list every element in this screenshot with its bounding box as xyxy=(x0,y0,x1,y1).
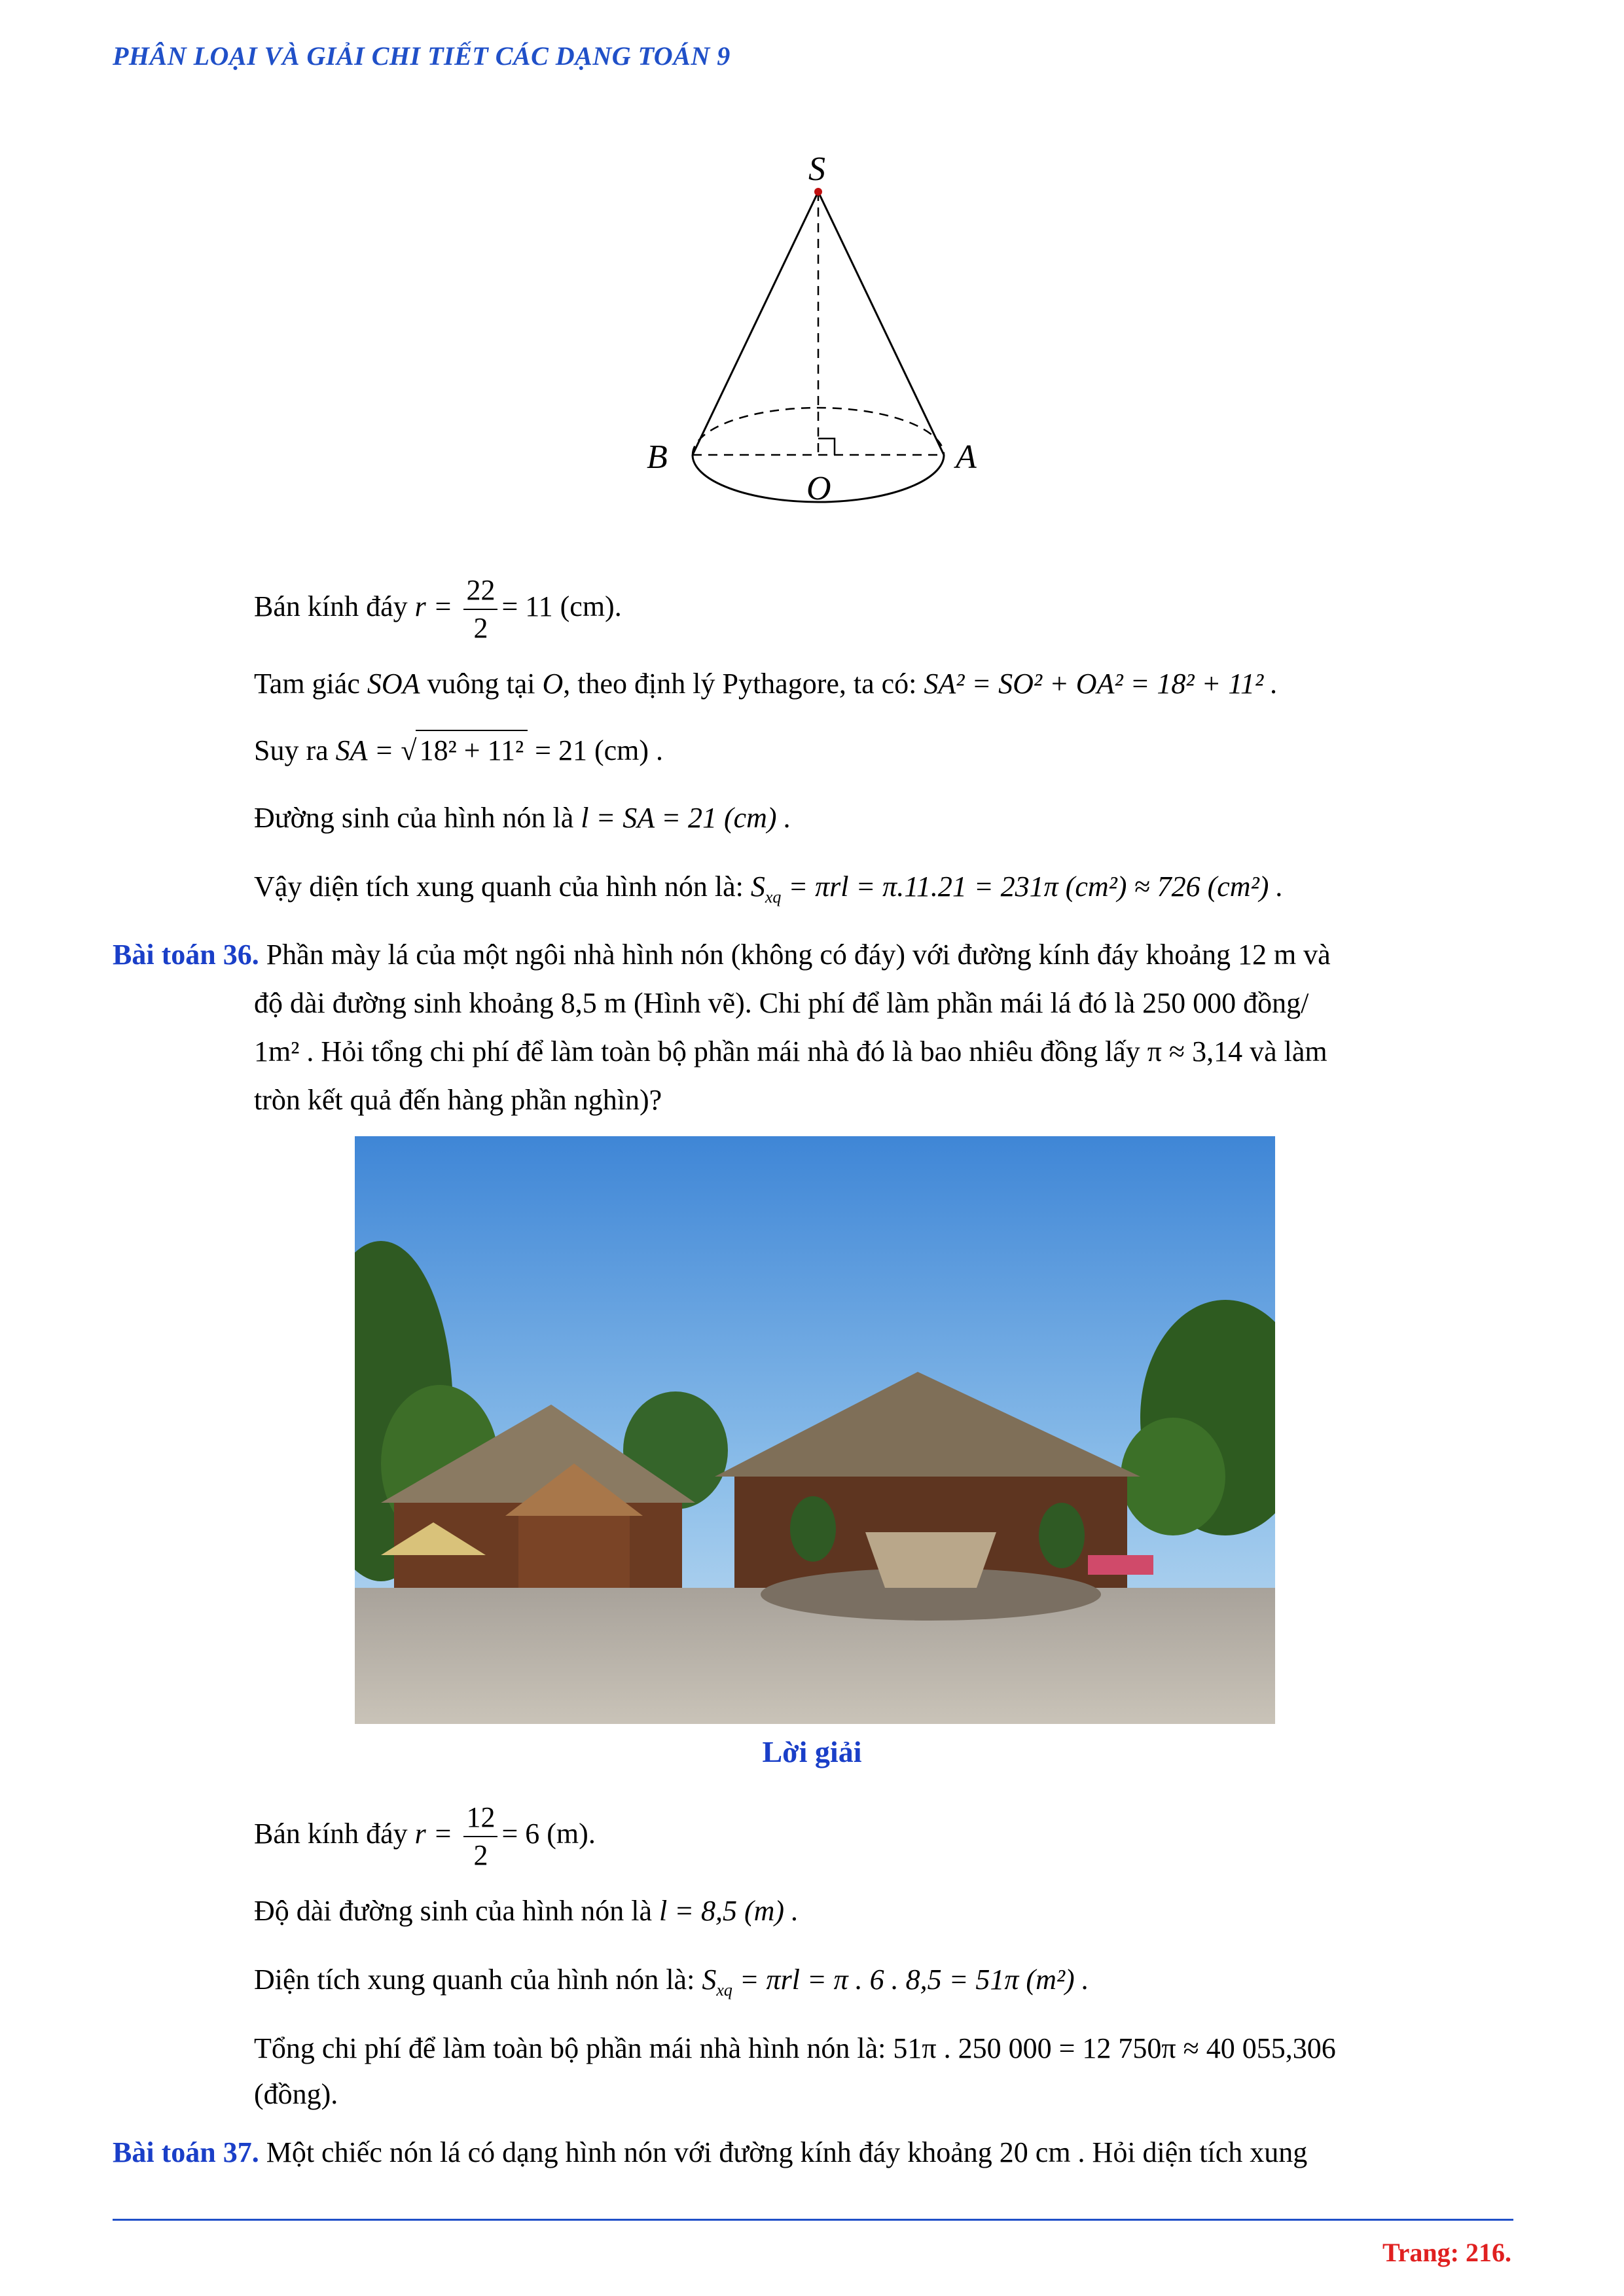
footer-divider xyxy=(113,2219,1513,2221)
sol35-line-4: Đường sinh của hình nón là l = SA = 21 (cm) . xyxy=(254,802,791,834)
label-a: A xyxy=(956,439,977,476)
sol35-line-3: Suy ra SA = √18² + 11² = 21 (cm) . xyxy=(254,730,663,770)
sol35-line-5: Vậy diện tích xung quanh của hình nón là: $S_{xq} = \pi rl = \pi.11.21 = 231\pi$ (cm²) ≈ 726 (cm²) . xyxy=(254,870,1284,906)
sol35-line-1: Bán kính đáy r = $\frac{22}{2}$ = 11 (cm). xyxy=(254,574,622,644)
solution-title: Lời giải xyxy=(762,1735,862,1768)
problem-37-label: Bài toán 37. xyxy=(113,2136,259,2168)
sol35-line-2: Tam giác SOA vuông tại O, theo định lý Pythagore, ta có: SA² = SO² + OA² = 18² + 11² . xyxy=(254,668,1278,700)
house-photo xyxy=(355,1136,1275,1724)
problem-36: Bài toán 36. Phần mày lá của một ngôi nhà hình nón (không có đáy) với đường kính đáy khoảng 12 m và độ dài đường sinh khoảng 8,5 m (Hình vẽ). Chi phí để làm phần mái lá đó là 250 000 đồng/ 1m² . Hỏi tổng chi phí để làm toàn bộ phần mái nhà đó là bao nhiêu đồng lấy π ≈ 3,14 và làm tròn kết quả đến hàng phần nghìn)? xyxy=(113,939,1331,1116)
sol36-line-1: Bán kính đáy r = $\frac{12}{2}$ = 6 (m). xyxy=(254,1801,596,1871)
label-s: S xyxy=(808,151,825,188)
label-b: B xyxy=(647,439,668,476)
page-header: PHÂN LOẠI VÀ GIẢI CHI TIẾT CÁC DẠNG TOÁN 9 xyxy=(113,41,731,71)
page-number: Trang: 216. xyxy=(1382,2238,1511,2267)
sol36-line-2: Độ dài đường sinh của hình nón là l = 8,5 (m) . xyxy=(254,1895,799,1927)
sol36-line-5: (đồng). xyxy=(254,2078,338,2110)
problem-37: Bài toán 37. Một chiếc nón lá có dạng hình nón với đường kính đáy khoảng 20 cm . Hỏi diện tích xung xyxy=(113,2136,1308,2168)
sol36-line-3: Diện tích xung quanh của hình nón là: $S_{xq} = \pi rl = \pi$ . 6 . 8,5 = 51π (m²) . xyxy=(254,1964,1089,2000)
cone-diagram xyxy=(628,141,1008,533)
problem-36-label: Bài toán 36. xyxy=(113,939,259,971)
cone-figure xyxy=(628,141,1008,533)
label-o: O xyxy=(806,470,831,507)
sol36-line-4: Tổng chi phí để làm toàn bộ phần mái nhà hình nón là: 51π . 250 000 = 12 750π ≈ 40 055,306 xyxy=(254,2032,1336,2064)
